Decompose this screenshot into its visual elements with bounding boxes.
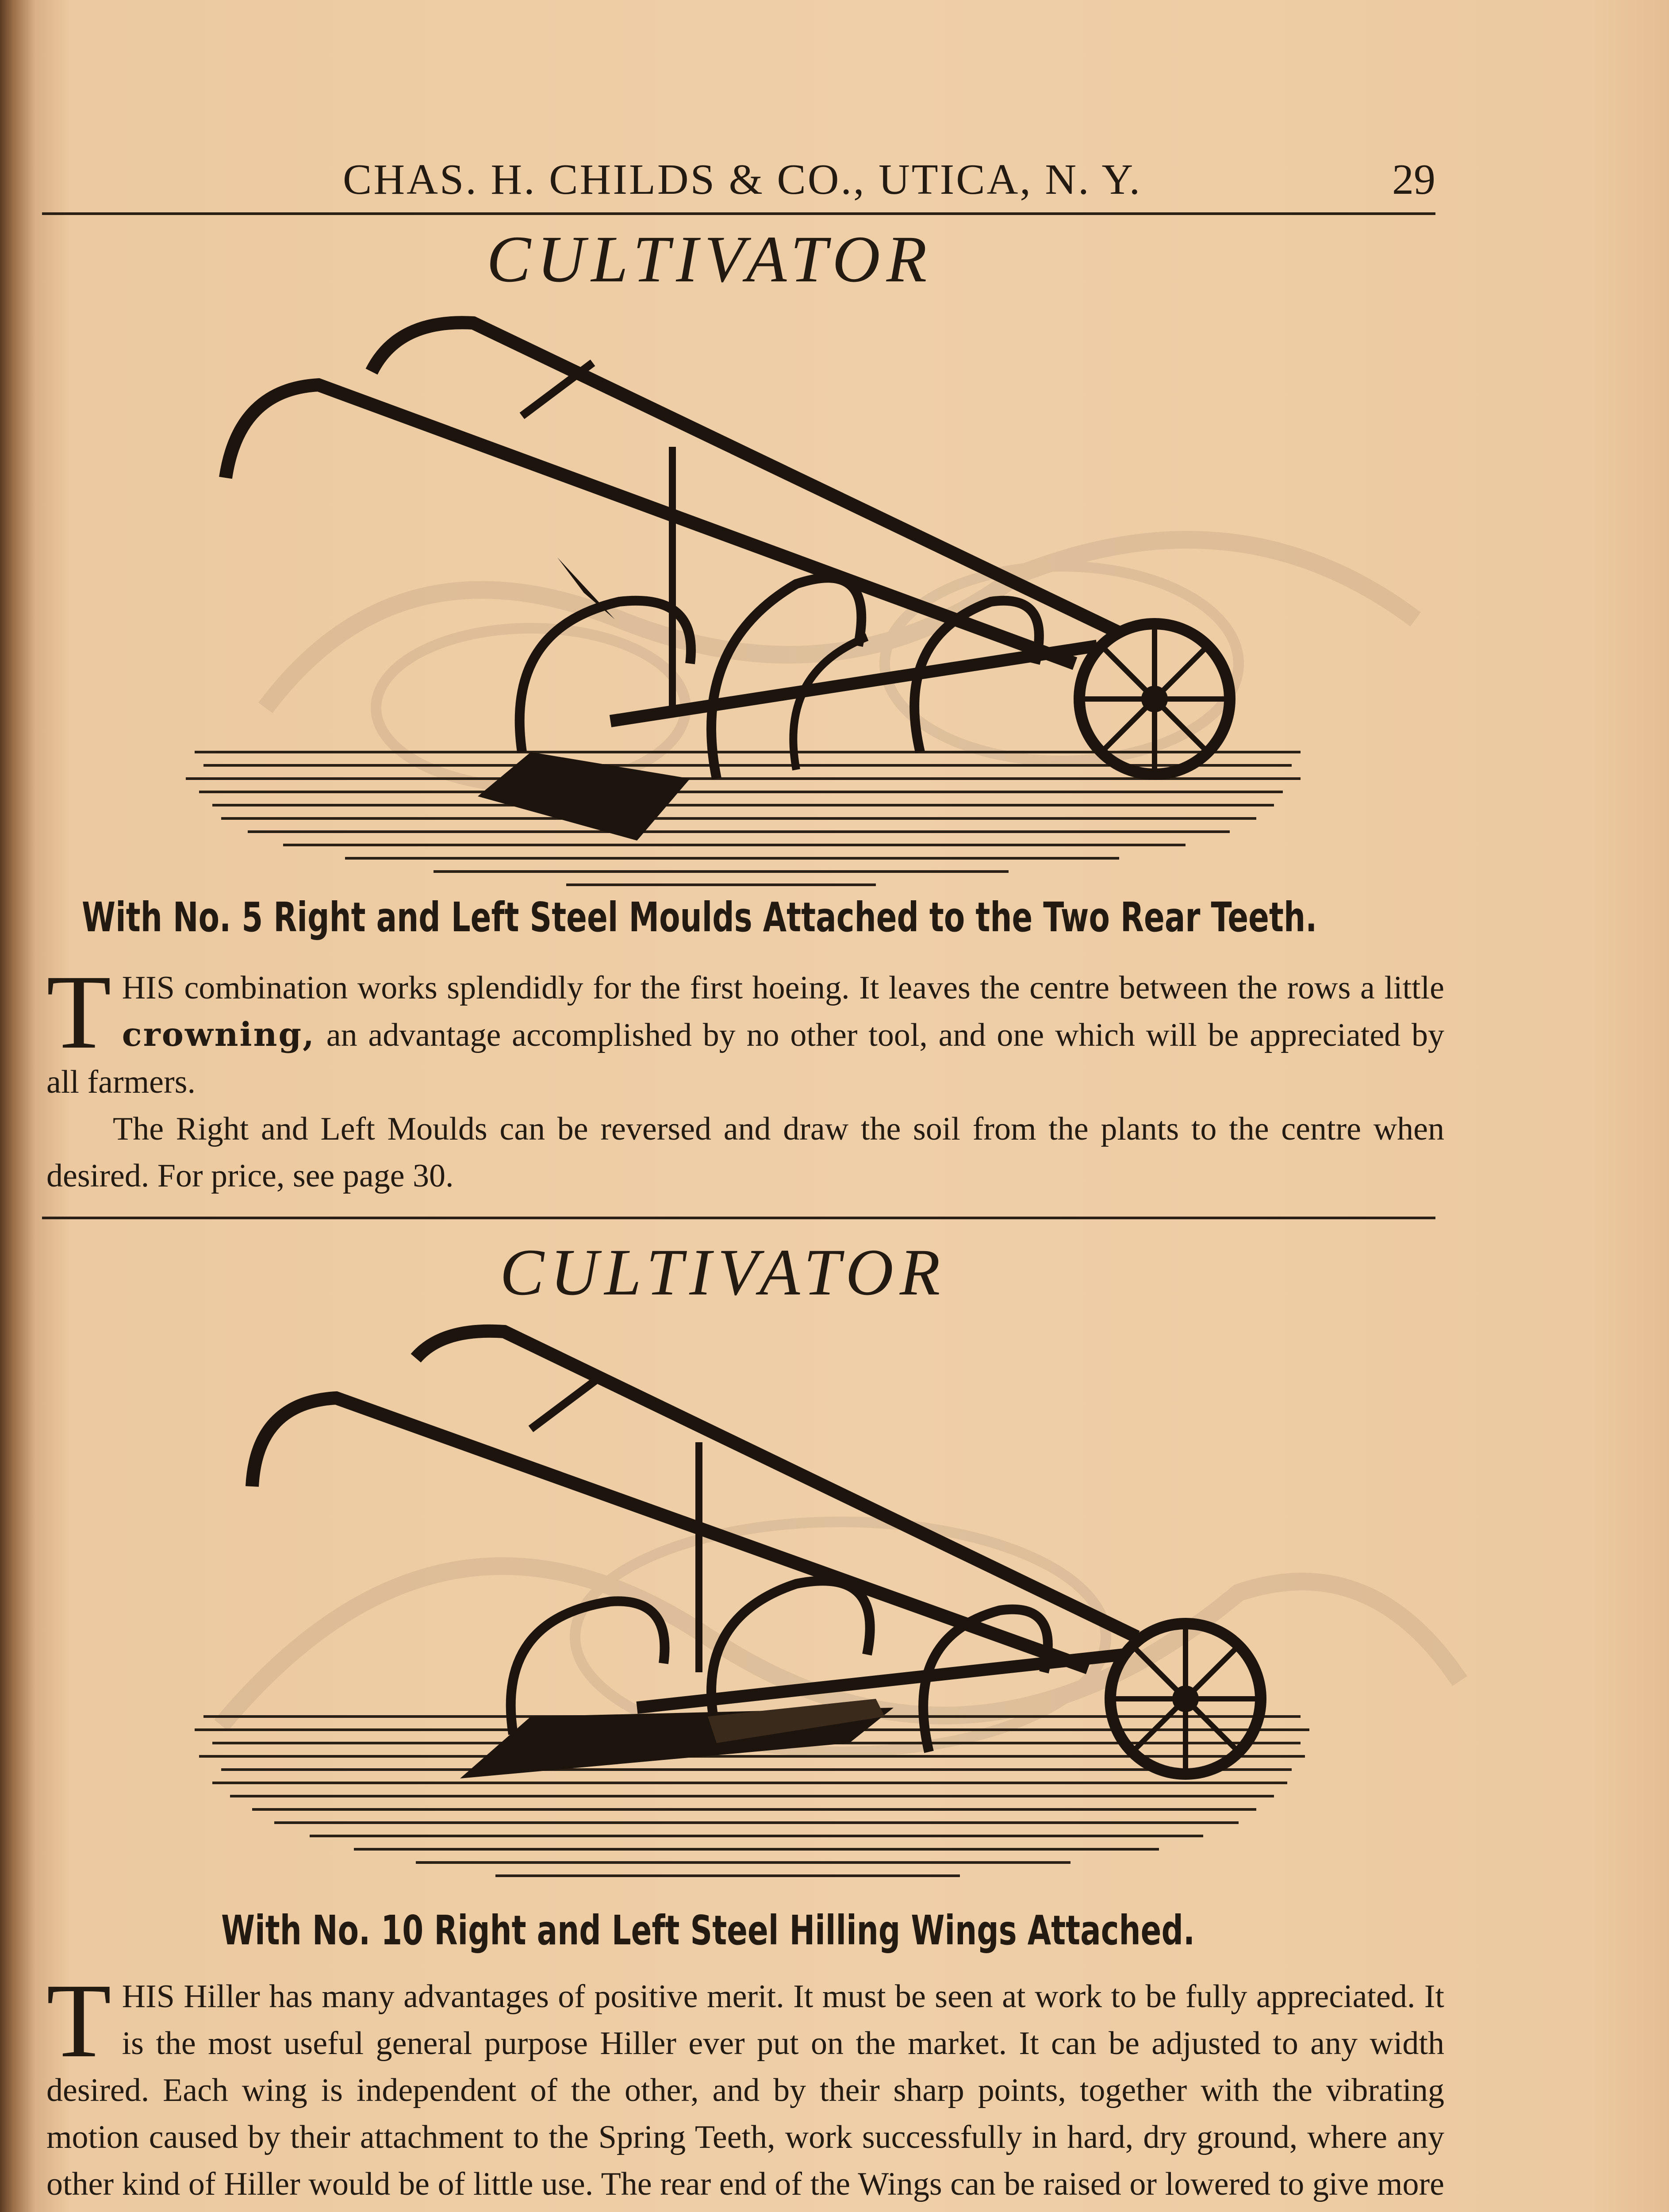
section-title: CULTIVATOR bbox=[500, 1236, 947, 1309]
illustration-caption: With No. 5 Right and Left Steel Moulds Attached to the Two Rear Teeth. bbox=[82, 894, 1317, 941]
drop-cap: T bbox=[46, 1962, 111, 2079]
description-text bbox=[46, 953, 1444, 1106]
illustration-caption: With No. 10 Right and Left Steel Hilling Wings Attached. bbox=[221, 1907, 1195, 1954]
description-paragraph bbox=[46, 953, 1444, 1199]
running-header bbox=[42, 146, 1435, 215]
description-paragraph bbox=[46, 1962, 1444, 2212]
section-divider bbox=[42, 1217, 1435, 1219]
section-title: CULTIVATOR bbox=[487, 223, 933, 296]
page-number: 29 bbox=[1392, 156, 1435, 204]
drop-cap: T bbox=[46, 953, 111, 1071]
cultivator-with-moulds-engraving-icon bbox=[168, 310, 1318, 898]
description-text bbox=[46, 1962, 1444, 2212]
header-title: CHAS. H. CHILDS & CO., UTICA, N. Y. bbox=[343, 156, 1142, 204]
emphasis-text: crowning, bbox=[122, 1016, 315, 1054]
text-run: an advantage accomplished by no other tool, and one which will be appreciated by all farmers. bbox=[46, 1017, 1444, 1100]
cultivator-with-hilling-wings-engraving-icon bbox=[186, 1318, 1318, 1907]
text-run: HIS Hiller has many advantages of positive merit. It must be seen at work to be fully appreciated. It is the most useful general purpose Hiller ever put on the market. It can be adjusted to any width desired. Each wing is independent of the other, and by their sharp points, together with the vibrating motion caused by their attachment to the Spring Teeth, work successfully in hard, dry ground, where any other kind of Hiller would be of little use. The rear end of the Wings can be raised or lowered to give more bbox=[46, 1978, 1444, 2202]
description-text: The Right and Left Moulds can be reversed and draw the soil from the plants to the centre when desired. For price, see page 30. bbox=[46, 1111, 1444, 1194]
text-run: HIS combination works splendidly for the first hoeing. It leaves the centre between the rows a little bbox=[122, 970, 1444, 1006]
